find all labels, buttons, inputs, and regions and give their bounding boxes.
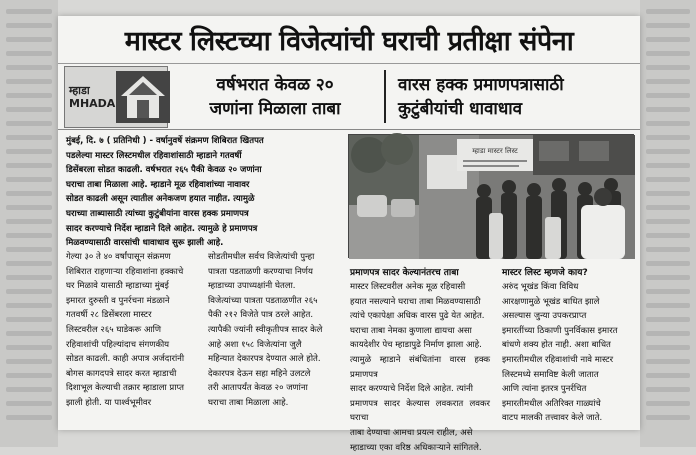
column-line: इमारतीमधील अतिरिक्त गाळ्यांचे [502, 398, 601, 409]
subheadline-right [392, 64, 640, 129]
house-icon [115, 70, 171, 124]
column-3 [350, 266, 490, 455]
logo-text-marathi: म्हाडा [69, 84, 90, 97]
column-2 [208, 250, 346, 411]
column-line: म्हाडाच्या एका वरिष्ठ अधिकाऱ्याने सांगितले. [350, 442, 482, 453]
column-line: तरी आतापर्यंत केवळ २० जणांना [208, 383, 308, 394]
column-line: महिन्यात देकारपत्र देण्यात आले होते. [208, 354, 321, 365]
column-line: सादर करण्याचे निर्देश दिले आहेत. त्यांनी [350, 384, 473, 395]
column-line: सोडत काढली. काही अपात्र अर्जदारांनी [66, 354, 185, 365]
column-line: कायदेशीर पेच म्हाडापुढे निर्माण झाला आहे. [350, 340, 482, 351]
column-line: दिशाभूल केल्याची तक्रार म्हाडाला प्राप्त [66, 383, 184, 394]
column-line: अरुंद भूखंड किंवा विविध [502, 282, 579, 292]
column-line: झाली होती. या पार्श्वभूमीवर [66, 397, 152, 408]
lead-line: घराच्या ताब्यासाठी त्यांच्या कुटुंबीयांना वारस हक्क प्रमाणपत्र [66, 208, 249, 219]
logo-text-english: MHADA [69, 97, 116, 110]
lead-line: मुंबई, दि. ७ ( प्रतिनिधी ) - वर्षानुवर्षे संक्रमण शिबिरात खितपत [66, 136, 264, 146]
column-line: सोडतीमधील सर्वच विजेत्यांची पुन्हा [208, 252, 315, 262]
lead-line: डिसेंबरला सोडत काढली. वर्षभरात २६५ पैकी केवळ २० जणांना [66, 165, 262, 176]
blurred-background-right [640, 0, 696, 447]
lead-line: पडलेल्या मास्टर लिस्टमधील रहिवाशांसाठी म्हाडाने गतवर्षी [66, 150, 242, 161]
column-line: असल्यास जुन्या उपकरप्राप्त [502, 311, 587, 322]
subheadline-row [58, 64, 640, 130]
column-line: देकारपत्र देऊन सहा महिने उलटले [208, 368, 311, 379]
column-line: लिस्टमध्ये समाविष्ट केली जातात [502, 369, 599, 380]
lead-paragraph [66, 134, 344, 251]
column-4-heading: मास्टर लिस्ट म्हणजे काय? [502, 268, 588, 278]
column-line: गतवर्षी २८ डिसेंबरला मास्टर [66, 310, 152, 321]
mhada-logo [64, 66, 168, 128]
column-line: हयात नसल्याने घराचा ताबा मिळवण्यासाठी [350, 296, 481, 307]
lead-line: मिळवण्यासाठी वारसांची धावाधाव सुरू झाली आहे. [66, 238, 224, 249]
column-4 [502, 266, 634, 426]
column-line: आरक्षणामुळे भूखंड बाधित झाले [502, 296, 600, 307]
lead-line: सादर करण्याचे निर्देश म्हाडाने दिले आहेत. त्यामुळे हे प्रमाणपत्र [66, 223, 258, 234]
column-line: त्यांचे एकापेक्षा अधिक वारस पुढे येत आहेत. [350, 311, 485, 322]
subheadline-left-line2: जणांना मिळाला ताबा [209, 98, 341, 119]
column-line: गेल्या ३० ते ४० वर्षांपासून संक्रमण [66, 252, 171, 262]
column-line: वाटप मालकी तत्त्वावर केले जाते. [502, 413, 603, 424]
lead-line: घराचा ताबा मिळाला आहे. म्हाडाने मूळ रहिवाशांच्या नावावर [66, 179, 250, 190]
column-divider [384, 70, 386, 123]
column-line: त्यापैकी ज्यांनी स्वीकृतीपत्र सादर केले [208, 324, 323, 335]
article-body [58, 130, 640, 453]
crowd-photo-illustration [349, 135, 635, 259]
column-line: इमारत दुरुस्ती व पुनर्रचना मंडळाने [66, 295, 170, 306]
column-1 [66, 250, 202, 411]
column-line: आणि त्यांना इतरत्र पुनर्रचित [502, 384, 587, 395]
column-line: बांधणे शक्य होत नाही. अशा बाधित [502, 340, 611, 351]
subheadline-left-line1: वर्षभरात केवळ २० [216, 74, 334, 95]
column-line: रहिवाशांची पहिल्यांदाच संगणकीय [66, 339, 170, 350]
column-line: बोगस कागदपत्रे सादर करत म्हाडाची [66, 368, 177, 379]
subheadline-right-line2: कुटुंबीयांची धावाधाव [398, 98, 523, 119]
news-photo [348, 134, 634, 258]
subheadline-right-line1: वारस हक्क प्रमाणपत्रासाठी [398, 74, 564, 95]
column-line: ताबा देण्याचा आमचा प्रयत्न राहील, असे [350, 427, 473, 438]
column-line: आहे अशा १५८ विजेत्यांना जुलै [208, 339, 302, 350]
column-line: त्यामुळे म्हाडाने संबंधितांना वारस हक्क प्रमाणपत्र [350, 354, 490, 380]
column-line: लिस्टवरील २६५ घाडेकरू आणि [66, 324, 162, 335]
column-line: घर मिळावे यासाठी म्हाडाच्या मुंबई [66, 281, 169, 292]
column-line: विजेत्यांच्या पात्रता पडताळणीत २६५ [208, 295, 318, 306]
column-line: घराचा ताबा नेमका कुणाला द्यायचा असा [350, 325, 472, 336]
subheadline-left [172, 64, 378, 129]
newspaper-clipping [58, 16, 640, 453]
column-3-heading: प्रमाणपत्र सादर केल्यानंतरच ताबा [350, 268, 459, 278]
column-line: म्हाडाच्या उपाध्यक्षांनी घेतला. [208, 281, 296, 292]
column-line: इमारतीमधील रहिवाशांची नावे मास्टर [502, 354, 614, 365]
column-line: इमारतींच्या ठिकाणी पुनर्विकास इमारत [502, 325, 618, 336]
column-line: प्रमाणपत्र सादर केल्यास लवकरात लवकर घराचा [350, 398, 490, 424]
column-line: घराचा ताबा मिळाला आहे. [208, 397, 289, 408]
column-line: मास्टर लिस्टवरील अनेक मूळ रहिवासी [350, 282, 466, 292]
column-line: पैकी २१२ विजेते पात्र ठरले आहेत. [208, 310, 314, 321]
lead-line: सोडत काढली असून त्यातील अनेकजण हयात नाहीत. त्यामुळे [66, 194, 255, 205]
column-line: शिबिरात राहणाऱ्या रहिवाशांना हक्काचे [66, 266, 184, 277]
photo-banner-text: म्हाडा मास्टर लिस्ट [472, 147, 518, 155]
column-line: पात्रता पडताळणी करण्याचा निर्णय [208, 266, 313, 277]
headline: मास्टर लिस्टच्या विजेत्यांची घराची प्रतीक्षा संपेना [58, 16, 640, 64]
blurred-background-left [0, 0, 58, 447]
